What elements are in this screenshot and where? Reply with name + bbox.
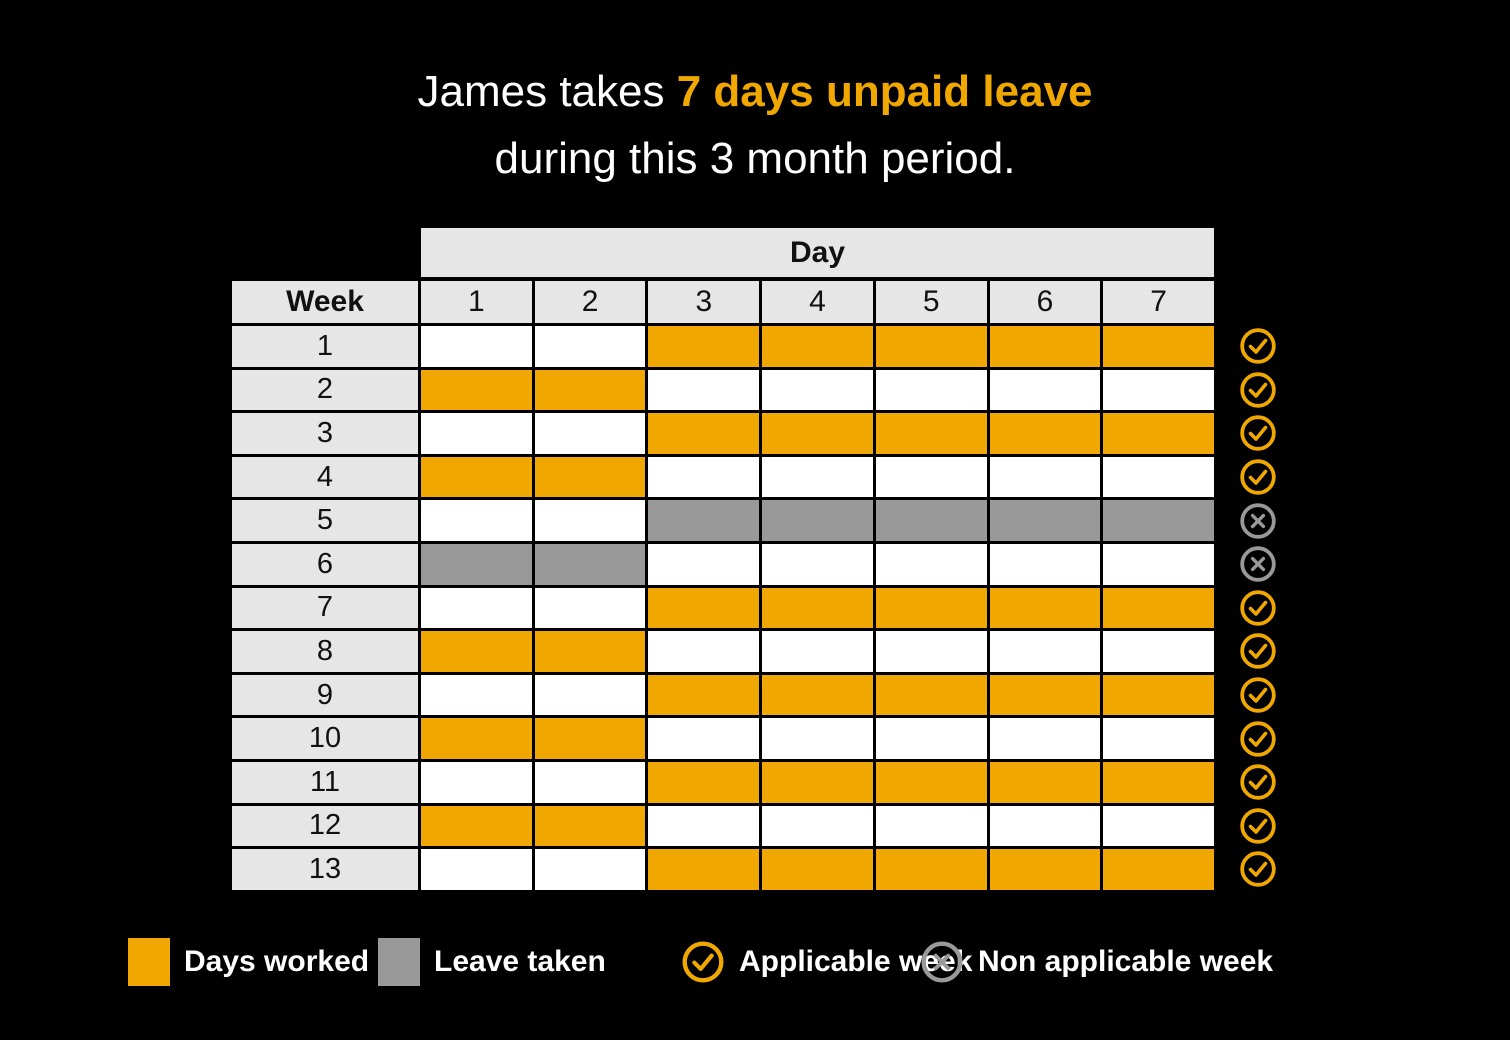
day-cell — [876, 544, 987, 585]
legend-item-non-applicable-week — [920, 936, 1273, 988]
day-cell — [1103, 849, 1214, 890]
day-cell — [876, 326, 987, 367]
day-cell — [535, 457, 646, 498]
week-status-icon — [1238, 413, 1278, 454]
title-line-2: during this 3 month period. — [494, 134, 1016, 183]
day-cell — [535, 849, 646, 890]
day-cell — [535, 675, 646, 716]
day-cell — [762, 413, 873, 454]
day-cell — [876, 457, 987, 498]
legend-item-leave-taken — [378, 936, 606, 988]
day-cell — [648, 413, 759, 454]
day-cell — [1103, 500, 1214, 541]
day-cell — [421, 631, 532, 672]
week-label: 4 — [232, 457, 418, 498]
day-cell — [762, 544, 873, 585]
week-label: 9 — [232, 675, 418, 716]
day-cell — [762, 457, 873, 498]
day-cell — [421, 806, 532, 847]
week-status-icon — [1238, 370, 1278, 411]
day-cell — [762, 762, 873, 803]
day-cell — [876, 849, 987, 890]
day-cell — [421, 762, 532, 803]
check-circle-icon — [1239, 632, 1277, 670]
day-cell — [762, 849, 873, 890]
day-number-cell: 3 — [648, 281, 759, 323]
day-cell — [876, 631, 987, 672]
week-label: 6 — [232, 544, 418, 585]
legend-label: Days worked — [184, 945, 370, 978]
cross-circle-icon — [920, 940, 964, 984]
day-cell — [648, 500, 759, 541]
check-circle-icon — [1239, 807, 1277, 845]
week-status-icon — [1238, 849, 1278, 890]
day-cell — [648, 326, 759, 367]
legend-label: Leave taken — [434, 945, 606, 978]
day-cell — [648, 544, 759, 585]
day-cell — [648, 457, 759, 498]
check-circle-icon — [1239, 458, 1277, 496]
day-cell — [1103, 413, 1214, 454]
week-status-icon — [1238, 762, 1278, 803]
day-cell — [990, 675, 1101, 716]
week-label: 10 — [232, 718, 418, 759]
week-status-icon — [1238, 806, 1278, 847]
legend-item-days-worked — [128, 936, 369, 988]
day-cell — [990, 326, 1101, 367]
day-cell — [990, 718, 1101, 759]
day-cell — [648, 631, 759, 672]
day-cell — [762, 500, 873, 541]
day-cell — [535, 631, 646, 672]
day-cell — [648, 588, 759, 629]
day-cell — [648, 370, 759, 411]
day-cell — [535, 326, 646, 367]
day-cell — [990, 544, 1101, 585]
day-cell — [762, 806, 873, 847]
check-circle-icon — [1239, 327, 1277, 365]
day-cell — [990, 588, 1101, 629]
day-cell — [648, 762, 759, 803]
check-circle-icon — [1239, 676, 1277, 714]
day-cell — [990, 370, 1101, 411]
week-label: 11 — [232, 762, 418, 803]
week-status-icon — [1238, 718, 1278, 759]
leave-taken-swatch — [378, 938, 420, 986]
day-number-cell: 6 — [990, 281, 1101, 323]
day-cell — [990, 806, 1101, 847]
day-cell — [990, 762, 1101, 803]
day-cell — [876, 675, 987, 716]
day-cell — [421, 849, 532, 890]
day-cell — [876, 588, 987, 629]
check-circle-icon — [681, 940, 725, 984]
schedule-table — [232, 281, 1214, 890]
week-label: 5 — [232, 500, 418, 541]
cross-circle-icon — [920, 940, 964, 984]
week-status-icon — [1238, 588, 1278, 629]
day-cell — [1103, 806, 1214, 847]
cross-circle-icon — [1239, 502, 1277, 540]
day-number-cell: 7 — [1103, 281, 1214, 323]
day-cell — [876, 762, 987, 803]
day-cell — [762, 588, 873, 629]
day-cell — [535, 370, 646, 411]
day-cell — [421, 413, 532, 454]
day-cell — [990, 413, 1101, 454]
day-cell — [648, 849, 759, 890]
day-cell — [1103, 326, 1214, 367]
day-cell — [421, 457, 532, 498]
day-cell — [990, 631, 1101, 672]
week-label: 1 — [232, 326, 418, 367]
day-cell — [1103, 544, 1214, 585]
week-label: 13 — [232, 849, 418, 890]
week-label: 3 — [232, 413, 418, 454]
week-label: 7 — [232, 588, 418, 629]
day-cell — [535, 413, 646, 454]
day-cell — [1103, 370, 1214, 411]
day-cell — [648, 675, 759, 716]
day-cell — [535, 718, 646, 759]
day-cell — [1103, 718, 1214, 759]
day-cell — [421, 588, 532, 629]
day-cell — [421, 326, 532, 367]
day-cell — [876, 806, 987, 847]
day-cell — [1103, 631, 1214, 672]
title-highlight: 7 days unpaid leave — [676, 67, 1093, 116]
day-cell — [762, 370, 873, 411]
day-cell — [535, 544, 646, 585]
day-number-cell: 5 — [876, 281, 987, 323]
week-status-icon — [1238, 500, 1278, 541]
legend-label: Non applicable week — [978, 945, 1274, 978]
week-status-icon — [1238, 675, 1278, 716]
day-cell — [876, 370, 987, 411]
week-status-icon — [1238, 544, 1278, 585]
week-status-column — [1238, 326, 1278, 890]
day-cell — [762, 631, 873, 672]
check-circle-icon — [1239, 371, 1277, 409]
week-label: 2 — [232, 370, 418, 411]
check-circle-icon — [1239, 763, 1277, 801]
day-cell — [990, 500, 1101, 541]
legend — [0, 936, 1510, 988]
check-circle-icon — [1239, 720, 1277, 758]
week-status-icon — [1238, 326, 1278, 367]
day-cell — [876, 718, 987, 759]
title-line-1 — [0, 58, 1510, 125]
legend-label: Applicable week — [739, 945, 973, 978]
cross-circle-icon — [1239, 545, 1277, 583]
day-header-cell: Day — [421, 228, 1214, 277]
day-cell — [762, 718, 873, 759]
day-cell — [535, 588, 646, 629]
day-cell — [1103, 588, 1214, 629]
day-cell — [535, 806, 646, 847]
day-cell — [535, 762, 646, 803]
day-cell — [535, 500, 646, 541]
day-cell — [990, 457, 1101, 498]
check-circle-icon — [1239, 850, 1277, 888]
day-cell — [421, 718, 532, 759]
day-cell — [1103, 762, 1214, 803]
week-status-icon — [1238, 457, 1278, 498]
day-number-cell: 2 — [535, 281, 646, 323]
day-cell — [421, 370, 532, 411]
day-cell — [421, 544, 532, 585]
day-cell — [876, 413, 987, 454]
day-cell — [990, 849, 1101, 890]
week-header-cell: Week — [232, 281, 418, 323]
day-cell — [421, 500, 532, 541]
day-cell — [876, 500, 987, 541]
week-label: 8 — [232, 631, 418, 672]
check-circle-icon — [681, 940, 725, 984]
day-cell — [648, 806, 759, 847]
day-cell — [1103, 457, 1214, 498]
page-title — [0, 58, 1510, 192]
title-prefix: James takes — [417, 67, 677, 116]
week-label: 12 — [232, 806, 418, 847]
week-status-icon — [1238, 631, 1278, 672]
days-worked-swatch — [128, 938, 170, 986]
day-cell — [762, 675, 873, 716]
day-number-cell: 1 — [421, 281, 532, 323]
day-cell — [1103, 675, 1214, 716]
day-number-cell: 4 — [762, 281, 873, 323]
day-cell — [648, 718, 759, 759]
day-cell — [421, 675, 532, 716]
check-circle-icon — [1239, 414, 1277, 452]
day-cell — [762, 326, 873, 367]
check-circle-icon — [1239, 589, 1277, 627]
